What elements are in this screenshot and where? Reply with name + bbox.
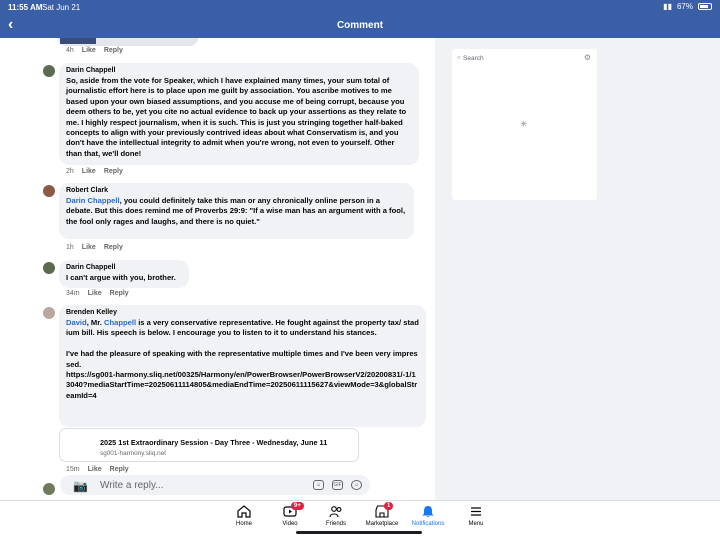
comment-text-segment: https://sg001-harmony.sliq.net/00325/Harmony/en/PowerBrowser/PowerBrowserV2/20200831/-1/13040?mediaStartTime=20250611114805&mediaEndTime=20250611115627&viewMode=3&globalStreamId=4	[66, 370, 418, 400]
video-icon	[283, 503, 301, 518]
comment-text-segment: So, aside from the vote for Speaker, which I have explained many times, your sum total of journalistic effort here is to place upon me guilt by association. You ascribe motives to me based upon your own biased assumptions, and you accuse me of being corrupt, because you deem others to be, yet you cite no actual evidence to back up your assertions as they relate to me. I highly respect journalism, when it is such. This is just you stringing together half-baked concepts to align with your previously contrived ideas about what Conservatism is, and you don't have the intellectual integrity to admit when you're wrong, not even to yourself. Other than that, we'll done!	[66, 76, 407, 158]
mention-link[interactable]: Darin Chappell	[66, 196, 120, 205]
comment-time: 4h	[66, 47, 74, 54]
avatar-sticker-icon[interactable]: ☺	[313, 480, 324, 490]
reply-button[interactable]: Reply	[109, 290, 129, 297]
gif-icon[interactable]: GIF	[333, 482, 342, 488]
comment-text-segment: I've had the pleasure of speaking with the representative multiple times and I've been very impressed.	[66, 349, 418, 369]
home-indicator	[296, 531, 422, 534]
bottom-navigation	[0, 500, 720, 540]
comment-text-segment: is a very conservative representative. He fought against the property tax/ stadium bill. His speech is below. I encourage you to listen to it to understand his stances.	[66, 318, 419, 338]
like-button[interactable]: Like	[81, 47, 96, 54]
reply-button[interactable]: Reply	[103, 244, 123, 251]
comment-time: 2h	[66, 168, 74, 175]
nav-menu[interactable]	[446, 505, 506, 527]
previous-comment-attachment	[58, 38, 198, 46]
chevron-left-icon[interactable]: ‹	[8, 16, 14, 33]
link-preview-title[interactable]: 2025 1st Extraordinary Session - Day Three - Wednesday, June 11	[100, 438, 328, 447]
battery-icon	[698, 3, 712, 10]
mention-link[interactable]: Chappell	[104, 318, 137, 327]
marketplace-badge: 1	[384, 502, 393, 510]
nav-marketplace-label: Marketplace	[365, 521, 399, 527]
like-button[interactable]: Like	[81, 168, 96, 175]
comment-thread[interactable]	[0, 38, 435, 500]
comment-time: 34m	[66, 290, 80, 297]
nav-menu-label: Menu	[468, 521, 484, 527]
battery-percent: 67%	[676, 2, 693, 11]
video-badge: 9+	[291, 502, 304, 510]
comment-actions	[66, 47, 123, 54]
comment-bubble	[59, 63, 419, 165]
avatar	[43, 483, 55, 495]
link-preview-domain: sg001-harmony.sliq.net	[100, 450, 166, 457]
comment-bubble	[59, 260, 189, 288]
like-button[interactable]: Like	[81, 244, 96, 251]
gear-icon[interactable]: ⚙	[583, 53, 591, 62]
comment-text-segment: , you could definitely take this man or any chronically online person in a debate. But this does remind me of Proverbs 29:9: "If a wise man has an argument with a fool, the fool only rages and laughs, and there is no quiet."	[66, 196, 406, 226]
friends-icon	[329, 505, 343, 518]
nav-friends-label: Friends	[325, 521, 346, 527]
nav-home-label: Home	[235, 521, 252, 527]
avatar[interactable]	[43, 262, 55, 274]
avatar[interactable]	[43, 307, 55, 319]
comment-author[interactable]: Brenden Kelley	[66, 309, 117, 316]
mention-link[interactable]: David	[66, 318, 87, 327]
comment-actions	[66, 168, 123, 175]
comment-time: 1h	[66, 244, 74, 251]
signal-icon: ▮▮	[663, 2, 672, 11]
search-icon: ○	[457, 55, 461, 61]
attachment-thumbnail	[60, 38, 96, 44]
avatar[interactable]	[43, 65, 55, 77]
comment-actions	[66, 290, 129, 297]
marketplace-icon	[375, 505, 389, 518]
comment-text	[66, 318, 419, 401]
loading-spinner-icon: ✳	[520, 119, 528, 129]
nav-video-label: Video	[282, 521, 298, 527]
link-preview-card[interactable]	[59, 428, 359, 462]
camera-icon[interactable]: 📷	[73, 479, 88, 493]
page-header	[0, 14, 720, 38]
avatar[interactable]	[43, 185, 55, 197]
like-button[interactable]: Like	[87, 290, 102, 297]
comment-author[interactable]: Darin Chappell	[66, 264, 116, 271]
comment-bubble	[59, 183, 414, 239]
comment-actions	[66, 466, 129, 473]
menu-icon	[469, 505, 483, 518]
like-button[interactable]: Like	[87, 466, 102, 473]
comment-time: 15m	[66, 466, 80, 473]
comment-text	[66, 196, 407, 227]
comment-text-segment: I can't argue with you, brother.	[66, 273, 176, 282]
comment-author[interactable]: Darin Chappell	[66, 67, 116, 74]
search-panel	[452, 49, 597, 200]
emoji-icon[interactable]: ☺	[351, 480, 362, 490]
page-title: Comment	[336, 20, 384, 31]
reply-button[interactable]: Reply	[109, 466, 129, 473]
reply-placeholder[interactable]: Write a reply...	[100, 480, 164, 491]
status-bar	[0, 0, 720, 14]
comment-actions	[66, 244, 123, 251]
status-date: Sat Jun 21	[42, 3, 81, 12]
comment-text	[66, 273, 182, 283]
nav-notifications-label: Notifications	[411, 521, 445, 527]
comment-text-segment: , Mr.	[86, 318, 104, 327]
comment-text	[66, 76, 412, 159]
home-icon	[237, 505, 251, 518]
reply-button[interactable]: Reply	[103, 47, 123, 54]
status-time: 11:55 AM	[8, 3, 43, 12]
search-input[interactable]: Search	[463, 55, 484, 62]
comment-bubble	[59, 305, 426, 427]
bell-icon	[421, 505, 435, 518]
status-indicators	[663, 2, 712, 11]
reply-button[interactable]: Reply	[103, 168, 123, 175]
comment-author[interactable]: Robert Clark	[66, 187, 109, 194]
